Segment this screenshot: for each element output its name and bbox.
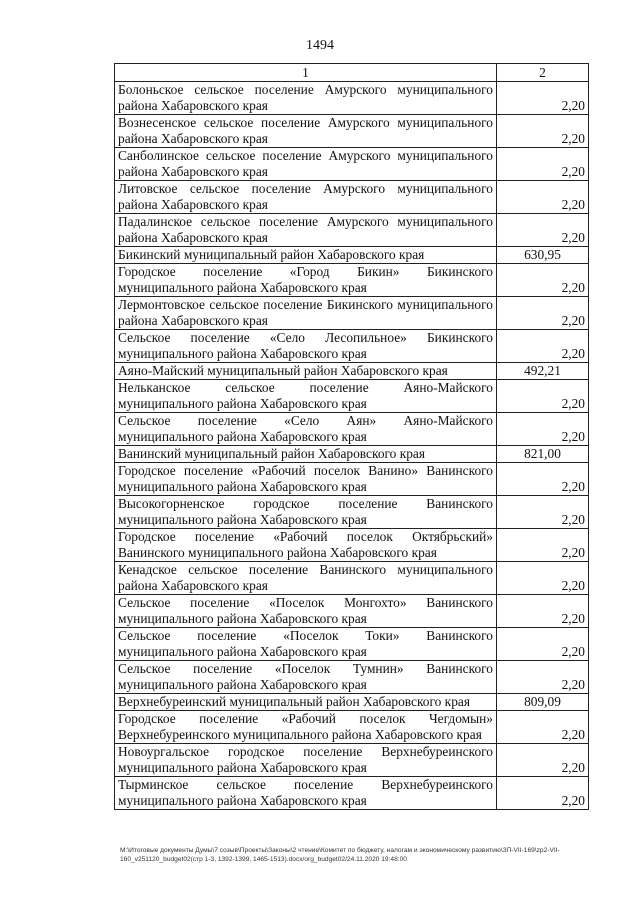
row-value: 2,20 — [497, 496, 589, 529]
row-value: 2,20 — [497, 661, 589, 694]
table-row — [115, 148, 589, 181]
row-value: 2,20 — [497, 264, 589, 297]
row-name: Верхнебуреинский муниципальный район Хабаровского края — [115, 694, 497, 711]
row-name: Сельское поселение «Поселок Тумнин» Ванинского муниципального района Хабаровского края — [115, 661, 497, 694]
row-value: 809,09 — [497, 694, 589, 711]
row-name: Сельское поселение «Село Лесопильное» Бикинского муниципального района Хабаровского края — [115, 330, 497, 363]
row-value: 2,20 — [497, 777, 589, 810]
budget-table — [114, 63, 589, 810]
table-row — [115, 380, 589, 413]
row-value: 2,20 — [497, 297, 589, 330]
table-header-row — [115, 64, 589, 82]
table-row-district — [115, 694, 589, 711]
row-value: 2,20 — [497, 82, 589, 115]
row-value: 2,20 — [497, 562, 589, 595]
row-name: Лермонтовское сельское поселение Бикинского муниципального района Хабаровского края — [115, 297, 497, 330]
table-row — [115, 777, 589, 810]
table-row — [115, 529, 589, 562]
row-value: 2,20 — [497, 628, 589, 661]
table-row — [115, 115, 589, 148]
table-row — [115, 463, 589, 496]
row-name: Кенадское сельское поселение Ванинского муниципального района Хабаровского края — [115, 562, 497, 595]
table-row — [115, 744, 589, 777]
row-name: Сельское поселение «Село Аян» Аяно-Майского муниципального района Хабаровского края — [115, 413, 497, 446]
row-value: 2,20 — [497, 595, 589, 628]
row-name: Сельское поселение «Поселок Монгохто» Ванинского муниципального района Хабаровского края — [115, 595, 497, 628]
row-name: Городское поселение «Рабочий поселок Октябрьский» Ванинского муниципального района Хабаровского края — [115, 529, 497, 562]
row-name: Падалинское сельское поселение Амурского муниципального района Хабаровского края — [115, 214, 497, 247]
table-row — [115, 562, 589, 595]
table-row-district — [115, 446, 589, 463]
row-name: Санболинское сельское поселение Амурского муниципального района Хабаровского края — [115, 148, 497, 181]
row-name: Сельское поселение «Поселок Токи» Ванинского муниципального района Хабаровского края — [115, 628, 497, 661]
row-value: 2,20 — [497, 380, 589, 413]
table-row — [115, 496, 589, 529]
row-name: Бикинский муниципальный район Хабаровского края — [115, 247, 497, 264]
row-name: Новоургальское городское поселение Верхнебуреинского муниципального района Хабаровского края — [115, 744, 497, 777]
table-row — [115, 330, 589, 363]
table-row — [115, 264, 589, 297]
table-row — [115, 661, 589, 694]
row-value: 2,20 — [497, 214, 589, 247]
row-value: 2,20 — [497, 148, 589, 181]
table-row-district — [115, 363, 589, 380]
row-value: 2,20 — [497, 115, 589, 148]
column-header-name: 1 — [115, 64, 497, 82]
table-body — [115, 82, 589, 810]
row-name: Высокогорненское городское поселение Ванинского муниципального района Хабаровского края — [115, 496, 497, 529]
row-name: Городское поселение «Рабочий поселок Ванино» Ванинского муниципального района Хабаровского края — [115, 463, 497, 496]
table-row — [115, 297, 589, 330]
row-name: Литовское сельское поселение Амурского муниципального района Хабаровского края — [115, 181, 497, 214]
table-row — [115, 181, 589, 214]
row-value: 2,20 — [497, 529, 589, 562]
row-name: Болоньское сельское поселение Амурского муниципального района Хабаровского края — [115, 82, 497, 115]
row-value: 2,20 — [497, 413, 589, 446]
row-value: 2,20 — [497, 744, 589, 777]
table-row — [115, 82, 589, 115]
row-name: Тырминское сельское поселение Верхнебуреинского муниципального района Хабаровского края — [115, 777, 497, 810]
row-value: 492,21 — [497, 363, 589, 380]
row-name: Нельканское сельское поселение Аяно-Майского муниципального района Хабаровского края — [115, 380, 497, 413]
table-row — [115, 413, 589, 446]
row-value: 2,20 — [497, 711, 589, 744]
table-row — [115, 595, 589, 628]
column-header-value: 2 — [497, 64, 589, 82]
row-name: Городское поселение «Рабочий поселок Чегдомын» Верхнебуреинского муниципального района Хабаровского края — [115, 711, 497, 744]
file-path-footer: М:\Итоговые документы Думы\7 созыв\Проекты\Законы\2 чтение\Комитет по бюджету, налогам и экономическому развитию\ЗП-VII-169\zp2-VII-160_v251120_budget02(стр 1-3, 1392-1399, 1465-1513).docx/org_budget02/24.11.2020 19:48:00 — [120, 847, 560, 863]
row-value: 2,20 — [497, 330, 589, 363]
table-row — [115, 214, 589, 247]
row-name: Ванинский муниципальный район Хабаровского края — [115, 446, 497, 463]
page-number: 1494 — [306, 38, 334, 53]
table-row — [115, 711, 589, 744]
row-name: Аяно-Майский муниципальный район Хабаровского края — [115, 363, 497, 380]
table-row — [115, 628, 589, 661]
table-row-district — [115, 247, 589, 264]
row-value: 821,00 — [497, 446, 589, 463]
row-value: 630,95 — [497, 247, 589, 264]
row-value: 2,20 — [497, 181, 589, 214]
row-name: Городское поселение «Город Бикин» Бикинского муниципального района Хабаровского края — [115, 264, 497, 297]
row-value: 2,20 — [497, 463, 589, 496]
row-name: Вознесенское сельское поселение Амурского муниципального района Хабаровского края — [115, 115, 497, 148]
